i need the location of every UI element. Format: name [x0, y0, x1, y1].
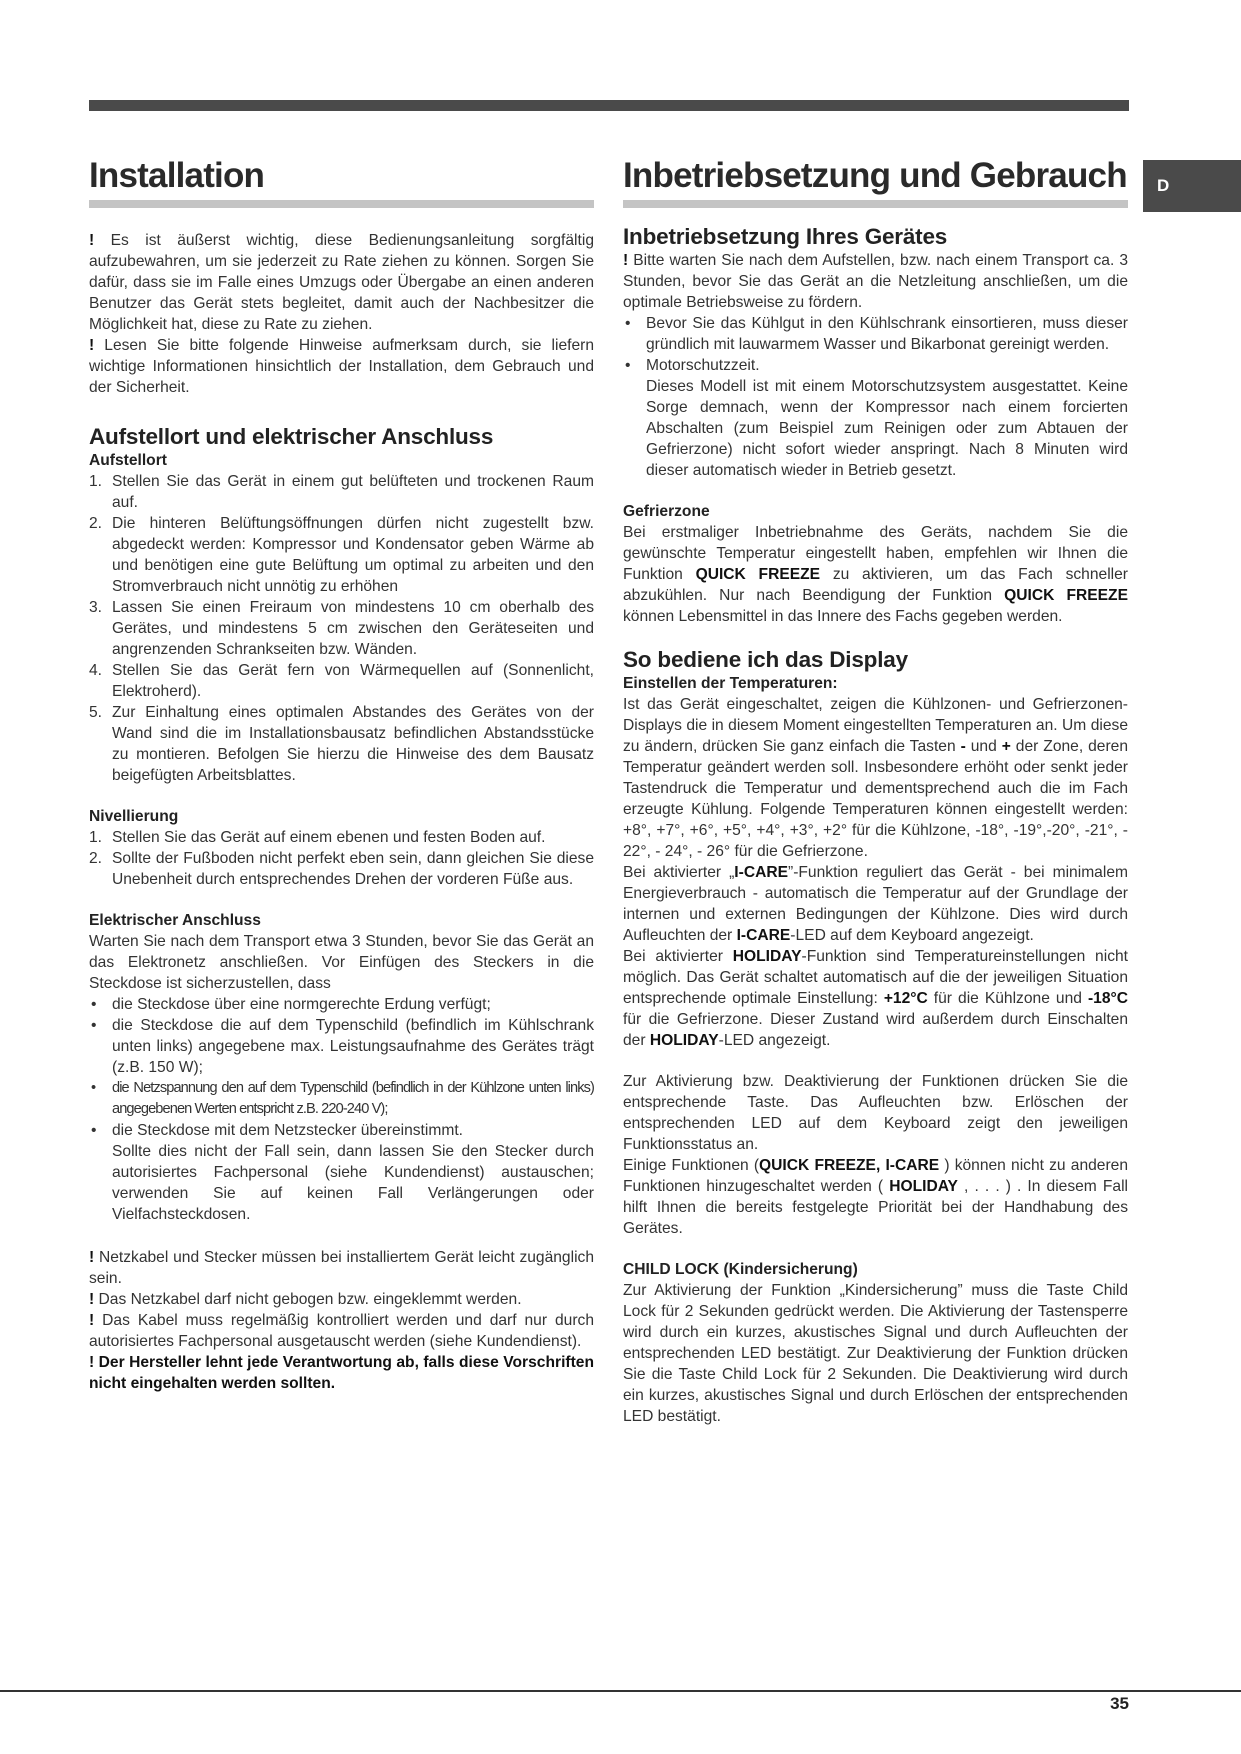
intro-paragraph: [89, 335, 594, 398]
intro-paragraph: [89, 230, 594, 335]
list-item: 1. Stellen Sie das Gerät in einem gut belüfteten und trockenen Raum auf.: [89, 473, 594, 511]
list-item: • die Steckdose über eine normgerechte Erdung verfügt;: [91, 996, 491, 1013]
subsection-title-child-lock: CHILD LOCK (Kindersicherung): [623, 1261, 858, 1278]
subsection-title-gefrierzone: Gefrierzone: [623, 503, 710, 520]
child-lock-paragraph: Zur Aktivierung der Funktion „Kindersicherung” muss die Taste Child Lock für 2 Sekunden gedrückt werden. Die Aktivierung der Tastensperre wird durch ein kurzes, akustisches Signal und durch Aufleuchten der entsprechenden LED bestätigt. Zur Deaktivierung der Funktion drücken Sie die Taste Child Lock für 2 Sekunden. Die Deaktivierung wird durch ein kurzes, akustisches Signal und durch Erlöschen der entsprechenden LED bestätigt.: [623, 1282, 1128, 1425]
list-item: • Bevor Sie das Kühlgut in den Kühlschrank einsortieren, muss dieser gründlich mit lauwarmem Wasser und Bikarbonat gereinigt werden.: [625, 315, 1128, 353]
installation-title: Installation: [89, 155, 594, 208]
left-column: [89, 155, 594, 1394]
temp-paragraph: Ist das Gerät eingeschaltet, zeigen die Kühlzonen- und Gefrierzonen-Displays die in diesem Moment eingestellten Temperaturen an. Um diese zu ändern, drücken Sie ganz einfach die Tasten - und + der Zone, deren Temperatur geändert werden soll. Insbesondere erhöht oder senkt jeder Tastendruck die Temperatur und dementsprechend auch die im Fach erzeugte Kühlung. Folgende Temperaturen können eingestellt werden: +8°, +7°, +6°, +5°, +4°, +3°, +2° für die Kühlzone, -18°, -19°,-20°, -21°, - 22°, - 24°, - 26° für die Gefrierzone.: [623, 696, 1129, 860]
list-item: • die Netzspannung den auf dem Typenschild (befindlich in der Kühlzone unten links) angegebenen Werten entspricht z.B. 220-240 V);: [91, 1080, 594, 1117]
section-title-aufstellort-anschluss: Aufstellort und elektrischer Anschluss: [89, 424, 494, 449]
intro-block: [89, 230, 594, 398]
intro-text: Es ist äußerst wichtig, diese Bedienungsanleitung sorgfältig aufzubewahren, um sie jederzeit zu Rate ziehen zu können. Sorgen Sie dafür, dass sie im Falle eines Umzugs oder Übergabe an einen anderen Benutzer das Gerät stets begleitet, damit auch der Nachbesitzer die Möglichkeit hat, diese zu Rate zu ziehen.: [89, 232, 594, 333]
elektrisch-bullets: [89, 994, 594, 1141]
footer-rule: [0, 1690, 1241, 1692]
list-item: 5. Zur Einhaltung eines optimalen Abstandes des Gerätes von der Wand sind die im Installationsbausatz befindlichen Abstandsstücke zu montieren. Befolgen Sie hierzu die Hinweise des dem Bausatz beigefügten Arbeitsblattes.: [89, 704, 594, 784]
subsection-title-aufstellort: Aufstellort: [89, 452, 167, 469]
warnings-block: [89, 1247, 594, 1394]
aktivierung-paragraph: Zur Aktivierung bzw. Deaktivierung der Funktionen drücken Sie die entsprechende Taste. Das Aufleuchten bzw. Erlöschen der entsprechenden LED auf dem Keyboard zeigt den jeweiligen Funktionsstatus an.: [623, 1073, 1128, 1153]
warning-mark: !: [89, 1291, 95, 1308]
list-item: • die Steckdose mit dem Netzstecker übereinstimmt.: [91, 1122, 463, 1139]
subsection-title-temperaturen: Einstellen der Temperaturen:: [623, 675, 838, 692]
warning-paragraph: ! Das Kabel muss regelmäßig kontrolliert werden und darf nur durch autorisiertes Fachpersonal ausgetauscht werden (siehe Kundendienst).: [89, 1312, 594, 1350]
warning-mark: !: [89, 337, 95, 354]
warning-mark: !: [89, 232, 95, 249]
language-tab: D: [1143, 160, 1241, 212]
final-warning: ! Der Hersteller lehnt jede Verantwortung ab, falls diese Vorschriften nicht eingehalten werden sollten.: [89, 1354, 594, 1392]
list-item: 1. Stellen Sie das Gerät auf einem ebenen und festen Boden auf.: [89, 829, 546, 846]
list-item: 4. Stellen Sie das Gerät fern von Wärmequellen auf (Sonnenlicht, Elektroherd).: [89, 662, 594, 700]
aufstellort-list: [89, 471, 594, 786]
warning-mark: !: [623, 252, 629, 269]
subsection-title-nivellierung: Nivellierung: [89, 808, 179, 825]
warning-mark: !: [89, 1249, 95, 1266]
warning-mark: !: [89, 1312, 95, 1329]
icare-paragraph: Bei aktivierter „I-CARE”-Funktion reguliert das Gerät - bei minimalem Energieverbrauch - automatisch die Temperatur auf der Grundlage der internen und externen Bedingungen der Kühlzone. Dies wird durch Aufleuchten der I-CARE-LED auf dem Keyboard angezeigt.: [623, 864, 1128, 944]
holiday-paragraph: Bei aktivierter HOLIDAY-Funktion sind Temperatureinstellungen nicht möglich. Das Gerät schaltet automatisch auf die der jeweiligen Situation entsprechende optimale Einstellung: +12°C für die Kühlzone und -18°C für die Gefrierzone. Dieser Zustand wird außerdem durch Einschalten der HOLIDAY-LED angezeigt.: [623, 948, 1128, 1049]
inbetriebsetzung-title: Inbetriebsetzung und Gebrauch: [623, 155, 1128, 208]
section-title-display: So bediene ich das Display: [623, 647, 908, 672]
elektrisch-after: Sollte dies nicht der Fall sein, dann lassen Sie den Stecker durch autorisiertes Fachpersonal (siehe Kundendienst) austauschen; verwenden Sie auf keinen Fall Verlängerungen oder Vielfachsteckdosen.: [112, 1143, 594, 1223]
elektrisch-text: Warten Sie nach dem Transport etwa 3 Stunden, bevor Sie das Gerät an das Elektronetz anschließen. Vor Einfügen des Steckers in die Steckdose ist sicherzustellen, dass: [89, 933, 594, 992]
list-item: 3. Lassen Sie einen Freiraum von mindestens 10 cm oberhalb des Gerätes, und mindestens 5 cm zwischen den Geräteseiten und angrenzenden Schrankseiten bzw. Wänden.: [89, 599, 594, 658]
intro-text: Lesen Sie bitte folgende Hinweise aufmerksam durch, sie liefern wichtige Informationen hinsichtlich der Installation, dem Gebrauch und der Sicherheit.: [89, 337, 594, 396]
section-title-inbetriebsetzung: Inbetriebsetzung Ihres Gerätes: [623, 224, 948, 249]
page-number: 35: [1110, 1694, 1129, 1713]
sec1-paragraph: ! Bitte warten Sie nach dem Aufstellen, bzw. nach einem Transport ca. 3 Stunden, bevor Sie das Gerät an die Netzleitung anschließen, um die optimale Betriebsweise zu fördern.: [623, 252, 1128, 311]
motorschutz-text: Dieses Modell ist mit einem Motorschutzsystem ausgestattet. Keine Sorge demnach, wenn der Kompressor nach einem forcierten Abschalten (zum Beispiel zum Reinigen oder zum Abtauen der Gefrierzone) nicht sofort wieder anspringt. Nach 8 Minuten wird dieser automatisch wieder in Betrieb gesetzt.: [646, 378, 1128, 479]
einige-paragraph: Einige Funktionen (QUICK FREEZE, I-CARE ) können nicht zu anderen Funktionen hinzugeschaltet werden ( HOLIDAY , . . . ) . In diesem Fall hilft Ihnen die bereits festgelegte Priorität bei der Handhabung des Gerätes.: [623, 1157, 1129, 1237]
sec1-bullets: [623, 313, 1128, 376]
subsection-title-elektrischer-anschluss: Elektrischer Anschluss: [89, 912, 261, 929]
header-bar: [89, 100, 1129, 111]
list-item: 2. Sollte der Fußboden nicht perfekt eben sein, dann gleichen Sie diese Unebenheit durch entsprechendes Drehen der vorderen Füße aus.: [89, 850, 594, 888]
right-column: [623, 155, 1128, 1427]
list-item: • die Steckdose die auf dem Typenschild (befindlich im Kühlschrank unten links) angegebene max. Leistungsaufnahme des Gerätes trägt (z.B. 150 W);: [91, 1017, 594, 1076]
warning-paragraph: ! Netzkabel und Stecker müssen bei installiertem Gerät leicht zugänglich sein.: [89, 1249, 594, 1287]
list-item: 2. Die hinteren Belüftungsöffnungen dürfen nicht zugestellt bzw. abgedeckt werden: Kompressor und Kondensator geben Wärme ab und benötigen eine gute Belüftung um optimal zu arbeiten und den Stromverbrauch nicht unnötig zu erhöhen: [89, 515, 594, 595]
nivellierung-list: [89, 827, 594, 890]
list-item: • Motorschutzzeit.: [625, 357, 760, 374]
warning-paragraph: ! Das Netzkabel darf nicht gebogen bzw. eingeklemmt werden.: [89, 1291, 522, 1308]
gefrier-paragraph: Bei erstmaliger Inbetriebnahme des Geräts, nachdem Sie die gewünschte Temperatur eingestellt haben, empfehlen wir Ihnen die Funktion QUICK FREEZE zu aktivieren, um das Fach schneller abzukühlen. Nur nach Beendigung der Funktion QUICK FREEZE können Lebensmittel in das Innere des Fachs gegeben werden.: [623, 524, 1128, 625]
